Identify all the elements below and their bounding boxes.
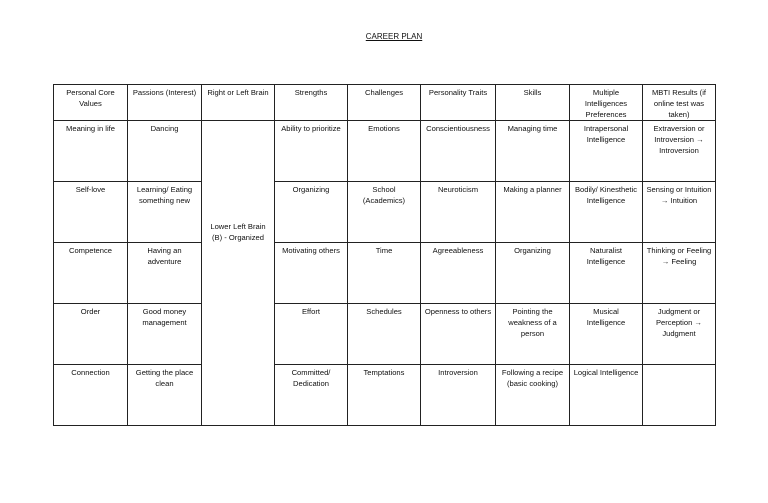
core-value-cell: Competence <box>54 243 128 304</box>
passion-cell: Learning/ Eating something new <box>128 182 202 243</box>
challenge-cell: Time <box>348 243 421 304</box>
column-header-mbti: MBTI Results (if online test was taken) <box>643 85 716 121</box>
trait-cell: Agreeableness <box>421 243 496 304</box>
trait-cell: Openness to others <box>421 304 496 365</box>
strength-cell: Ability to prioritize <box>275 121 348 182</box>
strength-cell: Motivating others <box>275 243 348 304</box>
page-title <box>0 32 768 41</box>
core-value-cell: Connection <box>54 365 128 426</box>
skill-cell: Following a recipe (basic cooking) <box>496 365 570 426</box>
challenge-cell: Emotions <box>348 121 421 182</box>
core-value-cell: Self-love <box>54 182 128 243</box>
passion-cell: Getting the place clean <box>128 365 202 426</box>
column-header-brain: Right or Left Brain <box>202 85 275 121</box>
strength-cell: Organizing <box>275 182 348 243</box>
core-value-cell: Order <box>54 304 128 365</box>
column-header-challenges: Challenges <box>348 85 421 121</box>
passion-cell: Dancing <box>128 121 202 182</box>
header-row <box>54 85 716 121</box>
passion-cell: Having an adventure <box>128 243 202 304</box>
column-header-core-values: Personal Core Values <box>54 85 128 121</box>
strength-cell: Committed/ Dedication <box>275 365 348 426</box>
table-row <box>54 182 716 243</box>
mbti-cell: Extraversion or Introversion → Introversion <box>643 121 716 182</box>
challenge-cell: Schedules <box>348 304 421 365</box>
passion-cell: Good money management <box>128 304 202 365</box>
table-row <box>54 121 716 182</box>
column-header-intelligences: Multiple Intelligences Preferences <box>570 85 643 121</box>
career-plan-table <box>53 84 716 426</box>
strength-cell: Effort <box>275 304 348 365</box>
mbti-cell: Sensing or Intuition → Intuition <box>643 182 716 243</box>
skill-cell: Organizing <box>496 243 570 304</box>
mbti-cell <box>643 365 716 426</box>
intelligence-cell: Intrapersonal Intelligence <box>570 121 643 182</box>
table-row <box>54 243 716 304</box>
challenge-cell: Temptations <box>348 365 421 426</box>
challenge-cell: School (Academics) <box>348 182 421 243</box>
mbti-cell: Judgment or Perception → Judgment <box>643 304 716 365</box>
intelligence-cell: Bodily/ Kinesthetic Intelligence <box>570 182 643 243</box>
trait-cell: Conscientiousness <box>421 121 496 182</box>
brain-result-text: Lower Left Brain (B) - Organized <box>210 222 266 242</box>
table-row <box>54 365 716 426</box>
core-value-cell: Meaning in life <box>54 121 128 182</box>
brain-result-cell <box>202 121 275 426</box>
column-header-skills: Skills <box>496 85 570 121</box>
mbti-cell: Thinking or Feeling → Feeling <box>643 243 716 304</box>
column-header-personality-traits: Personality Traits <box>421 85 496 121</box>
skill-cell: Managing time <box>496 121 570 182</box>
table-row <box>54 304 716 365</box>
intelligence-cell: Musical Intelligence <box>570 304 643 365</box>
skill-cell: Pointing the weakness of a person <box>496 304 570 365</box>
intelligence-cell: Naturalist Intelligence <box>570 243 643 304</box>
skill-cell: Making a planner <box>496 182 570 243</box>
page-title-text: CAREER PLAN <box>365 32 423 41</box>
trait-cell: Neuroticism <box>421 182 496 243</box>
column-header-passions: Passions (Interest) <box>128 85 202 121</box>
trait-cell: Introversion <box>421 365 496 426</box>
column-header-strengths: Strengths <box>275 85 348 121</box>
intelligence-cell: Logical Intelligence <box>570 365 643 426</box>
